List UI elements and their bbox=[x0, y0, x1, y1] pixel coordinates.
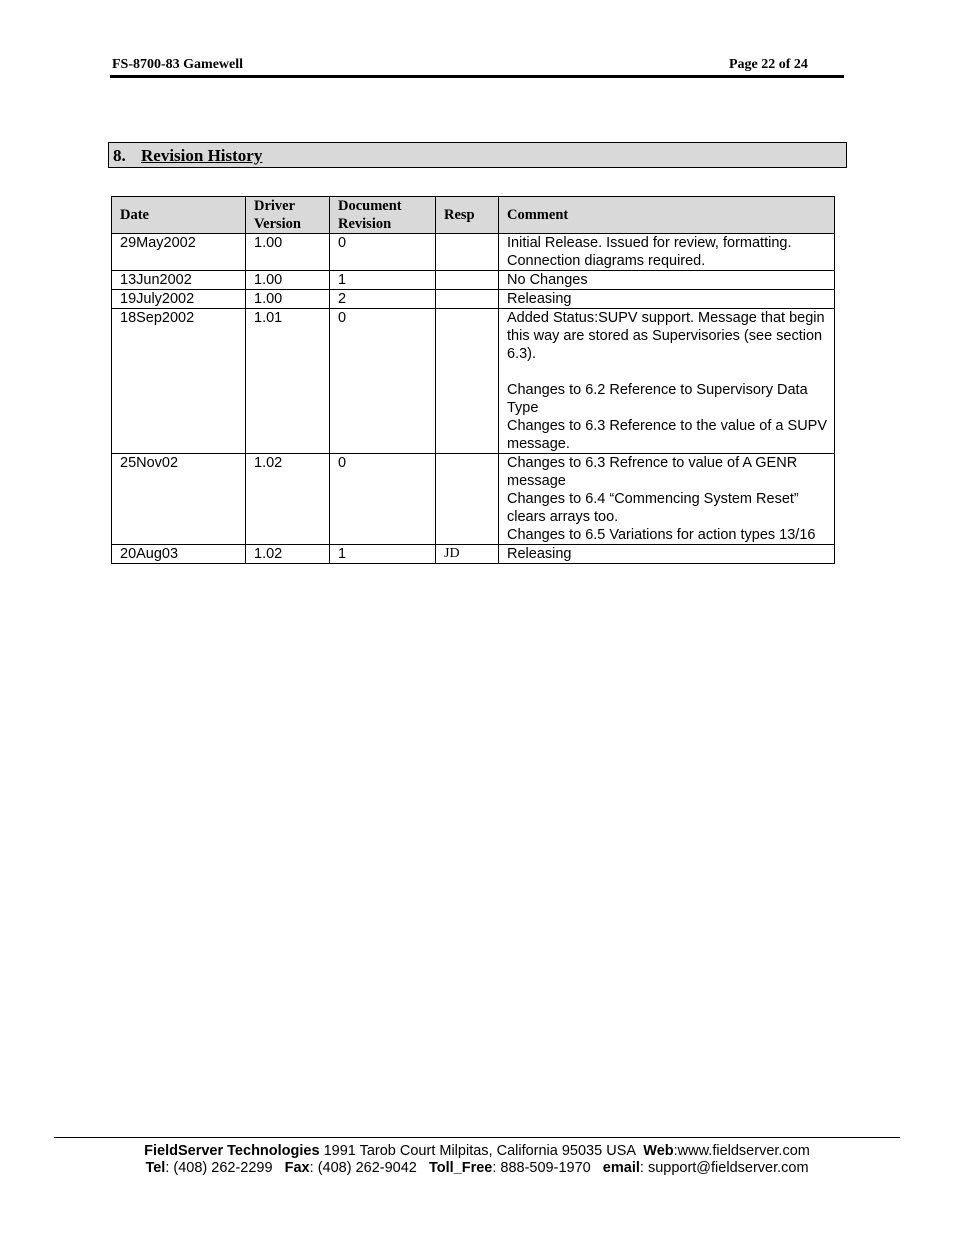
cell-resp bbox=[436, 290, 499, 309]
table-row bbox=[112, 290, 835, 309]
revision-history-table bbox=[111, 196, 835, 564]
table-header-row bbox=[112, 197, 835, 234]
footer-email-link[interactable]: : support@fieldserver.com bbox=[639, 1160, 809, 1176]
footer-fax: : (408) 262-9042 bbox=[309, 1160, 429, 1176]
cell-date: 13Jun2002 bbox=[112, 271, 246, 290]
footer-web-label: Web bbox=[643, 1143, 674, 1159]
cell-resp bbox=[436, 271, 499, 290]
table-row bbox=[112, 271, 835, 290]
table-row bbox=[112, 309, 835, 454]
cell-resp bbox=[436, 234, 499, 271]
cell-date: 19July2002 bbox=[112, 290, 246, 309]
cell-comment: No Changes bbox=[499, 271, 835, 290]
cell-document-revision: 0 bbox=[330, 309, 436, 454]
footer-fax-label: Fax bbox=[284, 1160, 310, 1176]
footer-address-line bbox=[54, 1143, 900, 1159]
cell-date: 29May2002 bbox=[112, 234, 246, 271]
page-number: Page 22 of 24 bbox=[729, 57, 808, 72]
cell-document-revision: 0 bbox=[330, 234, 436, 271]
cell-driver-version: 1.00 bbox=[246, 234, 330, 271]
footer-email-label: email bbox=[602, 1160, 640, 1176]
column-header-driver-version: Driver Version bbox=[246, 197, 330, 234]
cell-driver-version: 1.00 bbox=[246, 271, 330, 290]
column-header-comment: Comment bbox=[499, 197, 835, 234]
header-rule bbox=[110, 75, 844, 78]
cell-driver-version: 1.02 bbox=[246, 454, 330, 545]
cell-document-revision: 1 bbox=[330, 271, 436, 290]
cell-comment: Releasing bbox=[499, 545, 835, 564]
footer-web-link[interactable]: :www.fieldserver.com bbox=[673, 1143, 810, 1159]
cell-resp bbox=[436, 454, 499, 545]
cell-driver-version: 1.00 bbox=[246, 290, 330, 309]
cell-driver-version: 1.02 bbox=[246, 545, 330, 564]
cell-date: 20Aug03 bbox=[112, 545, 246, 564]
table-row bbox=[112, 545, 835, 564]
cell-document-revision: 1 bbox=[330, 545, 436, 564]
cell-document-revision: 0 bbox=[330, 454, 436, 545]
footer-tel-label: Tel bbox=[145, 1160, 166, 1176]
section-number: 8. bbox=[113, 146, 126, 165]
column-header-date: Date bbox=[112, 197, 246, 234]
cell-comment: Initial Release. Issued for review, formatting. Connection diagrams required. bbox=[499, 234, 835, 271]
table-row bbox=[112, 454, 835, 545]
cell-resp: JD bbox=[436, 545, 499, 564]
footer-tel: : (408) 262-2299 bbox=[165, 1160, 285, 1176]
cell-comment: Changes to 6.3 Refrence to value of A GENR message Changes to 6.4 “Commencing System Reset” clears arrays too. Changes to 6.5 Variations for action types 13/16 bbox=[499, 454, 835, 545]
column-header-document-revision: Document Revision bbox=[330, 197, 436, 234]
cell-resp bbox=[436, 309, 499, 454]
section-title: Revision History bbox=[141, 146, 263, 165]
section-heading bbox=[108, 142, 847, 168]
footer-company: FieldServer Technologies bbox=[144, 1143, 320, 1159]
footer-rule bbox=[54, 1137, 900, 1138]
cell-document-revision: 2 bbox=[330, 290, 436, 309]
footer-tollfree-label: Toll_Free bbox=[428, 1160, 493, 1176]
footer-address: 1991 Tarob Court Milpitas, California 95035 USA bbox=[319, 1143, 644, 1159]
cell-comment: Added Status:SUPV support. Message that begin this way are stored as Supervisories (see section 6.3). Changes to 6.2 Reference to Supervisory Data Type Changes to 6.3 Reference to the value of a SUPV message. bbox=[499, 309, 835, 454]
cell-driver-version: 1.01 bbox=[246, 309, 330, 454]
cell-comment: Releasing bbox=[499, 290, 835, 309]
cell-date: 18Sep2002 bbox=[112, 309, 246, 454]
document-id: FS-8700-83 Gamewell bbox=[112, 57, 244, 72]
footer-tollfree: : 888-509-1970 bbox=[492, 1160, 603, 1176]
table-row bbox=[112, 234, 835, 271]
footer-contact-line bbox=[54, 1160, 900, 1176]
column-header-resp: Resp bbox=[436, 197, 499, 234]
cell-date: 25Nov02 bbox=[112, 454, 246, 545]
